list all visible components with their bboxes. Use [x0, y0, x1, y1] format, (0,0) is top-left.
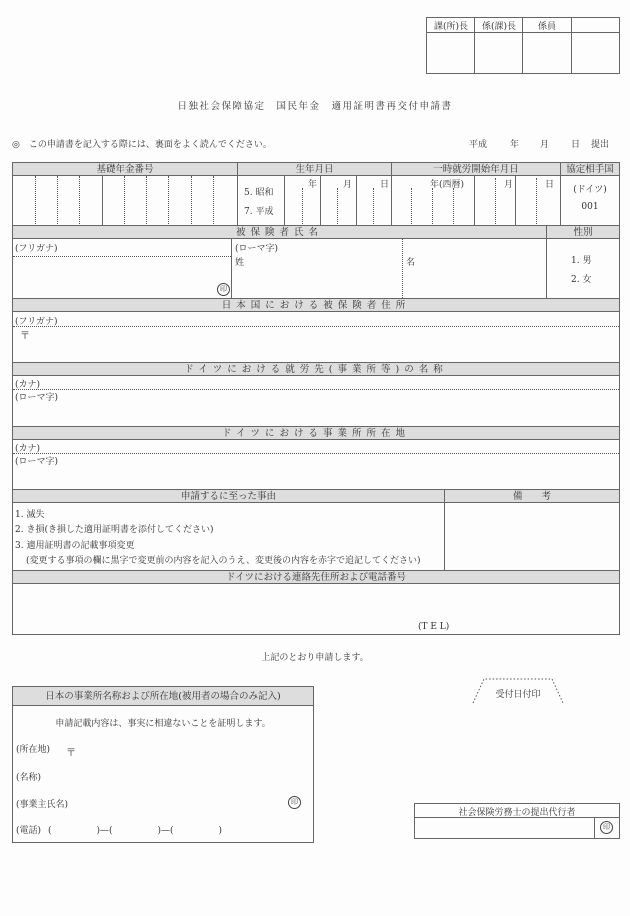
postal-mark-icon: 〒	[66, 748, 76, 759]
pension-number-group-divider	[102, 176, 103, 226]
work-start-month-label: 月	[504, 180, 514, 190]
given-name-label: 名	[406, 258, 416, 268]
divider	[237, 176, 238, 226]
approval-stamp-chief[interactable]	[476, 33, 522, 73]
approval-header-staff: 係員	[537, 22, 556, 32]
de-employer-name-field[interactable]	[13, 390, 619, 425]
approval-stamp-section-chief[interactable]	[428, 33, 474, 73]
employer-name-label: (名称)	[16, 773, 42, 783]
seal-icon: 印	[217, 283, 230, 296]
employer-address-field[interactable]	[80, 740, 310, 756]
submission-era: 平成	[469, 140, 488, 150]
work-start-year-field[interactable]	[392, 176, 474, 226]
insured-name-header: 被保険者氏名	[12, 225, 547, 239]
agent-header: 社会保険労務士の提出代行者	[458, 808, 576, 818]
surname-label: 姓	[235, 258, 245, 268]
approval-stamp-extra[interactable]	[573, 33, 619, 73]
digit-divider	[168, 176, 169, 226]
instruction-text: ◎ この申請書を記入する際には、裏面をよく読んでください。	[12, 140, 272, 150]
approval-header-section-chief: 課(所)長	[433, 22, 469, 32]
de-address-roman-label: (ローマ字)	[15, 457, 59, 467]
de-employer-kana-label: (カナ)	[15, 380, 41, 390]
birthdate-year-label: 年	[308, 180, 318, 190]
jp-address-furigana-label: (フリガナ)	[15, 317, 58, 327]
remarks-header: 備 考	[444, 489, 620, 503]
de-contact-field[interactable]	[13, 584, 619, 634]
gender-option-female[interactable]: 2. 女	[571, 275, 592, 285]
divider	[546, 239, 547, 298]
employer-phone-field[interactable]: ( )—( )—( )	[48, 826, 223, 836]
jp-address-field[interactable]	[30, 327, 618, 361]
jp-employer-box	[12, 686, 314, 843]
seal-icon: 印	[288, 796, 301, 809]
birthdate-month-label: 月	[343, 180, 353, 190]
de-employer-address-header: ドイツにおける事業所所在地	[12, 426, 620, 440]
pension-number-field[interactable]	[13, 176, 237, 226]
digit-divider	[57, 176, 58, 226]
page-title: 日独社会保障協定 国民年金 適用証明書再交付申請書	[177, 101, 453, 112]
certification-text: 申請記載内容は、事実に相違ないことを証明します。	[55, 719, 271, 729]
work-start-month-field[interactable]	[475, 176, 515, 226]
submission-suffix: 提出	[591, 140, 610, 150]
postal-mark-icon: 〒	[20, 331, 30, 342]
tel-label: (T E L)	[418, 622, 450, 632]
declaration-text: 上記のとおり申請します。	[261, 653, 369, 663]
submission-year-label: 年	[510, 140, 520, 150]
reason-header: 申請するに至った事由	[12, 489, 445, 503]
reason-option-lost[interactable]: 1. 滅失	[15, 510, 45, 520]
remarks-field[interactable]	[445, 503, 619, 570]
divider	[474, 17, 475, 74]
birthdate-header: 生年月日	[237, 162, 392, 176]
digit-divider	[35, 176, 36, 226]
de-employer-name-header: ドイツにおける就労先(事業所等)の名称	[12, 362, 620, 376]
work-start-year-label: 年(西暦)	[430, 180, 465, 190]
receipt-stamp-label: 受付日付印	[495, 690, 541, 700]
employer-phone-label: (電話)	[16, 826, 42, 836]
de-address-kana-label: (カナ)	[15, 444, 41, 454]
digit-divider	[79, 176, 80, 226]
birthdate-month-field[interactable]	[321, 176, 356, 226]
agent-name-field[interactable]	[415, 818, 593, 838]
employer-owner-field[interactable]	[80, 794, 280, 810]
partner-country-header: 協定相手国	[560, 162, 620, 176]
partner-country-name: (ドイツ)	[573, 185, 607, 195]
divider	[594, 817, 595, 839]
work-start-day-field[interactable]	[516, 176, 560, 226]
pension-number-header: 基礎年金番号	[12, 162, 238, 176]
birthdate-era-showa[interactable]: 5. 昭和	[244, 188, 274, 198]
employer-address-label: (所在地)	[16, 745, 51, 755]
partner-country-code: 001	[581, 202, 599, 212]
name-roman-label: (ローマ字)	[235, 244, 279, 254]
approval-stamp-staff[interactable]	[524, 33, 570, 73]
employer-owner-label: (事業主氏名)	[16, 800, 69, 810]
divider	[522, 17, 523, 74]
approval-header-chief: 係(課)長	[481, 22, 517, 32]
given-name-roman-field[interactable]	[403, 265, 546, 297]
birthdate-day-label: 日	[380, 180, 390, 190]
jp-employer-header: 日本の事業所名称および所在地(被用者の場合のみ記入)	[12, 686, 314, 706]
seal-icon: 印	[600, 821, 613, 834]
name-furigana-label: (フリガナ)	[15, 244, 58, 254]
birthdate-year-field[interactable]	[285, 176, 320, 226]
reason-change-note: (変更する事項の欄に黒字で変更前の内容を記入のうえ、変更後の内容を赤字で追記してください)	[26, 556, 421, 566]
work-start-header: 一時就労開始年月日	[391, 162, 561, 176]
birthdate-era-heisei[interactable]: 7. 平成	[244, 207, 274, 217]
digit-divider	[213, 176, 214, 226]
gender-option-male[interactable]: 1. 男	[571, 256, 592, 266]
de-contact-header: ドイツにおける連絡先住所および電話番号	[12, 570, 620, 584]
reason-option-change[interactable]: 3. 適用証明書の記載事項変更	[15, 541, 135, 551]
divider	[571, 17, 572, 74]
jp-address-header: 日本国における被保険者住所	[12, 298, 620, 312]
de-employer-roman-label: (ローマ字)	[15, 393, 59, 403]
employer-name-field[interactable]	[60, 767, 310, 783]
submission-month-label: 月	[540, 140, 550, 150]
birthdate-day-field[interactable]	[357, 176, 391, 226]
work-start-day-label: 日	[545, 180, 555, 190]
de-employer-address-field[interactable]	[13, 454, 619, 489]
digit-divider	[124, 176, 125, 226]
submission-day-label: 日	[571, 140, 581, 150]
gender-header: 性別	[546, 225, 620, 239]
digit-divider	[191, 176, 192, 226]
name-kanji-field[interactable]	[13, 257, 231, 297]
digit-divider	[146, 176, 147, 226]
reason-option-damaged[interactable]: 2. き損(き損した適用証明書を添付してください)	[15, 525, 214, 535]
surname-roman-field[interactable]	[232, 265, 401, 297]
